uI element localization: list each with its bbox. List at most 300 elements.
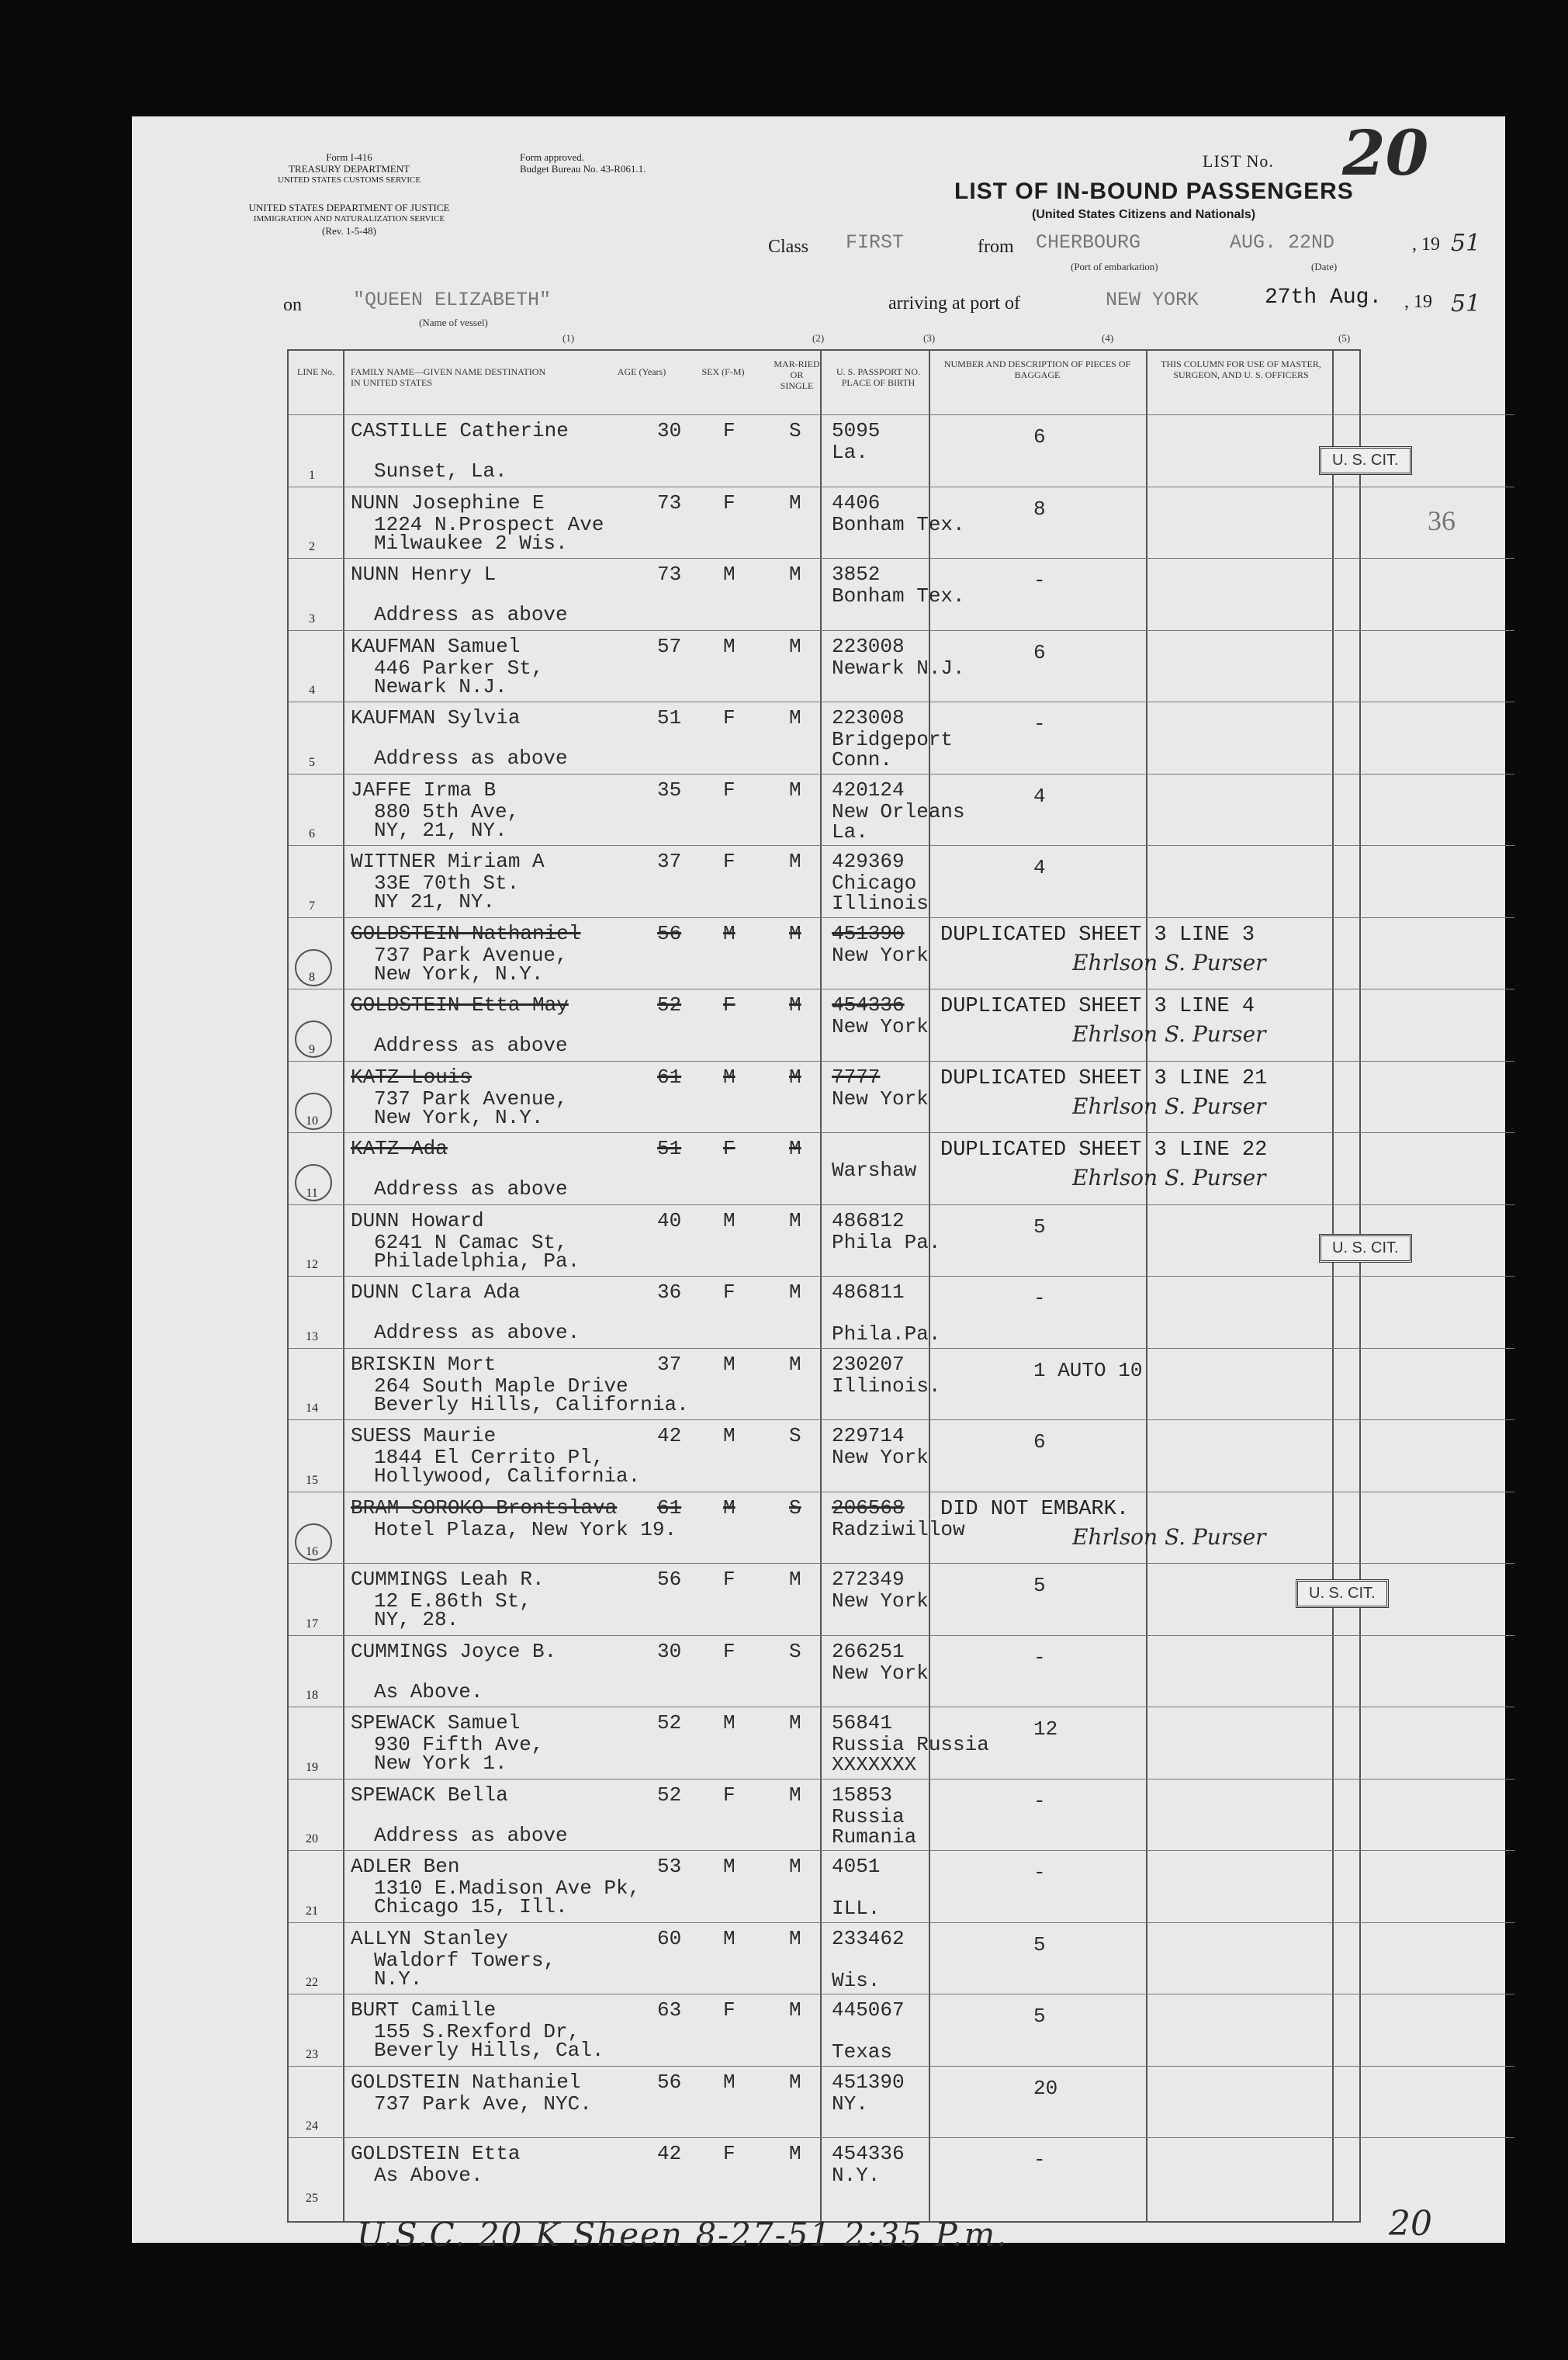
marital-status: M xyxy=(789,1065,801,1089)
passenger-list-page: Form I-416 TREASURY DEPARTMENT UNITED STATES CUSTOMS SERVICE UNITED STATES DEPARTMENT OF JUSTICE IMMIGRATION AND NATURALIZATION SERVICE (Rev. 1-5-48) Form approved. Budget Bureau No. 43-R061.1. LIST No. 20 LIST OF IN-BOUND PASSENGERS (United States Citizens and Nationals) Class FIRST from CHERBOURG (Port of embarkation) AUG. 22ND (Date) , 19 51 on "QUEEN ELIZABETH" (Name of vessel) arriving at port of NEW YORK 27th Aug. , 19 51 (1) (2) (3) (4) (5) LINE No. FAMILY NAME—GIVEN NAME DESTINATION IN UNITED STATES AGE (Years) SEX (F-M) MAR-RIED OR SINGLE U. S. PASSPORT NO. PLACE OF BIRTH NUMBER AND DESCRIPTION OF PIECES OF BAGGAGE THIS COLUMN FOR USE OF MASTER, SURGEON, AND U. S. OFFICERS 1 CASTILLE Catherine Sunset, La. 30 F S 5095 La. 6 2 NUNN Josephine E 1224 N.Prospect Ave Milwaukee 2 Wis. 73 F M 4406 Bonham Tex. 8 3 NUNN Henry L Address as above 73 M M 3852 Bonham Tex. - 4 KAUFMAN Samuel 446 Parker St, Newark N.J. 57 M M 223008 Newark N.J. 6 5 KAUFMAN Sylvia Address as above 51 F M 223008 Bridgeport Conn. - 6 JAFFE Irma B 880 5th Ave, NY, 21, NY. 35 F M 420124 New Orleans La. 4 7 WITTNER Miriam A 33E 70th St. NY 21, NY. 37 F M 429369 Chicago Illinois 4 8 GOLDSTEIN Nathaniel 737 Park Avenue, New York, N.Y. 56 M M 451390 New York DUPLICATED SHEET 3 LINE 3 Ehrlson S. Purser 9 GOLDSTEIN Etta May Address as above 52 F M 454336 New York DUPLICATED SHEET 3 LINE 4 Ehrlson S. Purser 10 KATZ Louis 737 Park Avenue, New York, N.Y. 61 M M 7777 New York DUPLICATED SHEET 3 LINE 21 Ehrlson S. Purser 11 KATZ Ada Address as above 51 F M Warshaw DUPLICATED SHEET 3 LINE 22 Ehrlson S. Purser 12 DUNN Howard 6241 N Camac St, Philadelphia, Pa. 40 M M 486812 Phila Pa. 5 13 DUNN Clara Ada Address as above. 36 F M 486811 Phila.Pa. - 14 BRISKIN Mort 264 South Maple Drive Beverly Hills, California. 37 M M 230207 Illinois. 1 AUTO 10 15 SUESS Maurie 1844 El Cerrito Pl, Hollywood, California. 42 M S 229714 New York 6 16 BRAM-SOROKO Brontslava Hotel Plaza, New York 19. 61 M S 206568 Radziwillow DID NOT EMBARK. Ehrlson S. Purser 17 CUMMINGS Leah R. 12 E.86th St, NY, 28. 56 F M 272349 New York 5 18 CUMMINGS Joyce B. As Above. 30 F S 266251 New York - 19 SPEWACK Samuel 930 Fifth Ave, New York 1. 52 M M 56841 Russia Russia XXXXXXX 12 20 SPEWACK Bella Address as above 52 F M 15853 Russia Rumania - 21 ADLER Ben 1310 E.Madison Ave Pk, Chicago 15, Ill. 53 M M 4051 ILL. - 22 ALLYN Stanley Waldorf Towers, N.Y. 60 M M 233462 Wis. 5 23 BURT Camille 155 S.Rexford Dr, Beverly Hills, Cal. 63 F M 445067 Texas 5 24 GOLDSTEIN Nathaniel 737 Park Ave, NYC. 56 M M 451390 NY. 20 25 GOLDSTEIN Etta As Above. 42 F M 454336 N.Y. - U. S. CIT. U. S. CIT. U. S. CIT. 36 U.S.C. 20 K Sheen 8-27-51 2:35 P.m. 20 xyxy=(132,116,1505,2243)
us-cit-stamp: U. S. CIT. xyxy=(1296,1579,1389,1608)
line-number: 21 xyxy=(306,1904,318,1918)
passenger-name: GOLDSTEIN Nathaniel xyxy=(351,2070,581,2094)
officer-note: DID NOT EMBARK. xyxy=(940,1497,1130,1521)
col-married: MAR-RIED OR SINGLE xyxy=(774,359,820,391)
passport-number: 15853 xyxy=(832,1783,893,1807)
arrival-port: NEW YORK xyxy=(1106,289,1199,311)
sex-value: F xyxy=(723,706,736,729)
place-of-birth: La. xyxy=(832,441,868,464)
sex-value: F xyxy=(723,2142,736,2165)
destination-line-2: Newark N.J. xyxy=(374,674,507,698)
place-of-birth-2: Wis. xyxy=(832,1968,881,1992)
line-number: 13 xyxy=(306,1329,318,1343)
baggage-count: - xyxy=(1033,2148,1046,2171)
col-name: FAMILY NAME—GIVEN NAME DESTINATION IN UNITED STATES xyxy=(351,366,546,388)
sex-value: M xyxy=(723,1495,736,1520)
sex-value: M xyxy=(723,2070,736,2094)
age-value: 73 xyxy=(657,563,682,586)
marital-status: M xyxy=(789,490,801,515)
marital-status: S xyxy=(789,1639,801,1663)
destination-line-2: New York 1. xyxy=(374,1752,507,1775)
destination-line-2: Philadelphia, Pa. xyxy=(374,1249,580,1273)
line-number: 10 xyxy=(306,1114,318,1128)
customs-service: UNITED STATES CUSTOMS SERVICE xyxy=(277,175,421,185)
baggage-count: 8 xyxy=(1033,497,1046,521)
passport-number: 486811 xyxy=(832,1280,905,1304)
marital-status: M xyxy=(789,1208,801,1232)
passenger-name: JAFFE Irma B xyxy=(351,778,497,802)
destination-line-1: 12 E.86th St, xyxy=(374,1589,531,1613)
passport-number: 420124 xyxy=(832,778,905,802)
footer-annotation: U.S.C. 20 K Sheen 8-27-51 2:35 P.m. xyxy=(357,2216,1009,2254)
destination-line-2: NY, 21, NY. xyxy=(374,818,507,842)
officer-note: DUPLICATED SHEET 3 LINE 21 xyxy=(940,1066,1268,1090)
sex-value: M xyxy=(723,1424,736,1447)
table-row xyxy=(289,558,1514,631)
sex-value: F xyxy=(723,1568,736,1591)
age-value: 53 xyxy=(657,1855,682,1878)
passport-number: 223008 xyxy=(832,634,905,658)
marital-status: M xyxy=(789,1352,801,1376)
place-of-birth: Phila Pa. xyxy=(832,1230,941,1254)
line-circle xyxy=(295,1093,332,1130)
form-title: LIST OF IN-BOUND PASSENGERS xyxy=(954,178,1354,204)
embark-port: CHERBOURG xyxy=(1036,231,1141,254)
passport-number: 451390 xyxy=(832,2070,905,2094)
age-value: 40 xyxy=(657,1208,682,1232)
table-row xyxy=(289,917,1514,990)
baggage-count: 20 xyxy=(1033,2076,1058,2100)
baggage-count: - xyxy=(1033,1287,1046,1310)
destination-line-1: As Above. xyxy=(374,2164,483,2187)
destination-line-1: 930 Fifth Ave, xyxy=(374,1733,544,1756)
list-no-label: LIST No. xyxy=(1203,151,1274,171)
age-value: 36 xyxy=(657,1280,682,1304)
passenger-name: KATZ Louis xyxy=(351,1065,472,1089)
passport-number: 230207 xyxy=(832,1352,905,1376)
vessel-name: "QUEEN ELIZABETH" xyxy=(353,289,552,311)
purser-signature: Ehrlson S. Purser xyxy=(1072,1021,1266,1047)
table-row xyxy=(289,630,1514,703)
sex-value: M xyxy=(723,563,736,586)
place-of-birth-2: ILL. xyxy=(832,1897,881,1920)
table-row xyxy=(289,1419,1514,1492)
line-number: 16 xyxy=(306,1545,318,1558)
place-of-birth: Bridgeport xyxy=(832,728,954,751)
on-label: on xyxy=(283,295,302,315)
col-num-1: (1) xyxy=(562,332,575,344)
place-of-birth: Radziwillow xyxy=(832,1517,965,1541)
passenger-name: BRISKIN Mort xyxy=(351,1352,497,1376)
vessel-caption: (Name of vessel) xyxy=(419,317,488,328)
marital-status: M xyxy=(789,1855,801,1878)
passenger-name: CUMMINGS Leah R. xyxy=(351,1568,545,1591)
line-number: 9 xyxy=(309,1042,315,1056)
sex-value: M xyxy=(723,634,736,658)
baggage-count: 4 xyxy=(1033,856,1046,879)
destination-line-2: New York, N.Y. xyxy=(374,962,544,986)
destination-line-2: Address as above xyxy=(374,1177,568,1201)
sex-value: F xyxy=(723,1998,736,2022)
age-value: 30 xyxy=(657,419,682,442)
table-row xyxy=(289,774,1514,847)
sex-value: F xyxy=(723,1783,736,1807)
baggage-count: 6 xyxy=(1033,1430,1046,1454)
col-num-4: (4) xyxy=(1102,332,1114,344)
sex-value: F xyxy=(723,850,736,873)
line-number: 4 xyxy=(309,684,315,697)
table-row xyxy=(289,1850,1514,1923)
line-number: 12 xyxy=(306,1258,318,1271)
marital-status: M xyxy=(789,1137,801,1160)
passenger-name: ALLYN Stanley xyxy=(351,1926,508,1950)
baggage-count: 5 xyxy=(1033,1574,1046,1597)
class-value: FIRST xyxy=(846,231,905,254)
destination-line-2: Chicago 15, Ill. xyxy=(374,1895,568,1918)
embark-year: 51 xyxy=(1451,230,1481,257)
list-number: 20 xyxy=(1342,116,1429,189)
table-row xyxy=(289,1707,1514,1780)
sex-value: M xyxy=(723,1926,736,1950)
table-row xyxy=(289,989,1514,1062)
table-row xyxy=(289,1061,1514,1134)
destination-line-1: 737 Park Avenue, xyxy=(374,1086,568,1111)
line-number: 15 xyxy=(306,1473,318,1487)
sex-value: F xyxy=(723,419,736,442)
age-value: 35 xyxy=(657,778,682,802)
destination-line-1: 1310 E.Madison Ave Pk, xyxy=(374,1877,641,1900)
place-of-birth-2: Phila.Pa. xyxy=(832,1322,941,1346)
line-number: 5 xyxy=(309,755,315,769)
sex-value: M xyxy=(723,1711,736,1734)
destination-line-1: 880 5th Ave, xyxy=(374,799,520,823)
passport-number: 4051 xyxy=(832,1855,881,1878)
passport-number: 454336 xyxy=(832,2142,905,2165)
passenger-table xyxy=(287,349,1361,2223)
place-of-birth-2: Illinois xyxy=(832,892,929,915)
line-number: 20 xyxy=(306,1832,318,1845)
col-baggage: NUMBER AND DESCRIPTION OF PIECES OF BAGGAGE xyxy=(943,359,1131,380)
age-value: 61 xyxy=(657,1065,682,1089)
marital-status: M xyxy=(789,993,801,1017)
age-value: 42 xyxy=(657,2142,682,2165)
place-of-birth: Bonham Tex. xyxy=(832,584,965,608)
passport-number: 486812 xyxy=(832,1208,905,1232)
place-of-birth-2: Rumania xyxy=(832,1825,917,1849)
line-number: 14 xyxy=(306,1402,318,1415)
class-label: Class xyxy=(768,237,809,257)
passport-number: 272349 xyxy=(832,1568,905,1591)
passport-number: 206568 xyxy=(832,1495,905,1520)
line-number: 1 xyxy=(309,468,315,482)
destination-line-2: NY 21, NY. xyxy=(374,890,496,913)
col-age: AGE (Years) xyxy=(617,366,666,377)
marital-status: M xyxy=(789,1926,801,1950)
age-value: 52 xyxy=(657,993,682,1017)
table-row xyxy=(289,2137,1514,2210)
line-number: 17 xyxy=(306,1617,318,1631)
destination-line-2: Beverly Hills, California. xyxy=(374,1392,689,1416)
marital-status: M xyxy=(789,634,801,658)
margin-number: 36 xyxy=(1428,505,1456,536)
table-row xyxy=(289,1994,1514,2067)
age-value: 52 xyxy=(657,1711,682,1734)
marital-status: S xyxy=(789,1495,801,1520)
place-of-birth: New York xyxy=(832,1015,929,1038)
destination-line-2: Milwaukee 2 Wis. xyxy=(374,531,568,555)
marital-status: M xyxy=(789,563,801,586)
passenger-name: GOLDSTEIN Etta xyxy=(351,2142,521,2165)
sex-value: F xyxy=(723,490,736,515)
line-number: 24 xyxy=(306,2119,318,2133)
place-of-birth: New York xyxy=(832,1589,929,1613)
officer-note: DUPLICATED SHEET 3 LINE 3 xyxy=(940,923,1255,947)
passport-number: 445067 xyxy=(832,1998,905,2022)
place-of-birth-2: La. xyxy=(832,820,868,844)
passenger-name: BRAM-SOROKO Brontslava xyxy=(351,1495,618,1520)
place-of-birth: Bonham Tex. xyxy=(832,512,965,536)
age-value: 56 xyxy=(657,2070,682,2094)
destination-line-2: New York, N.Y. xyxy=(374,1105,544,1129)
passport-number: 56841 xyxy=(832,1711,893,1734)
destination-line-1: 446 Parker St, xyxy=(374,656,544,680)
passenger-name: KAUFMAN Samuel xyxy=(351,634,521,658)
passport-number: 454336 xyxy=(832,993,905,1017)
sex-value: M xyxy=(723,1352,736,1376)
form-number: Form I-416 xyxy=(326,151,372,163)
place-of-birth: New York xyxy=(832,1661,929,1685)
marital-status: M xyxy=(789,850,801,873)
age-value: 56 xyxy=(657,921,682,945)
passenger-name: NUNN Josephine E xyxy=(351,490,545,515)
table-row xyxy=(289,1635,1514,1708)
date-caption: (Date) xyxy=(1311,261,1338,272)
baggage-count: 6 xyxy=(1033,640,1046,664)
baggage-count: - xyxy=(1033,1789,1046,1813)
passenger-name: DUNN Howard xyxy=(351,1208,484,1232)
place-of-birth-2: Conn. xyxy=(832,748,893,771)
col-officers: THIS COLUMN FOR USE OF MASTER, SURGEON, AND U. S. OFFICERS xyxy=(1161,359,1321,380)
age-value: 42 xyxy=(657,1424,682,1447)
passenger-name: KATZ Ada xyxy=(351,1137,448,1160)
footer-page-number: 20 xyxy=(1389,2204,1432,2244)
embark-caption: (Port of embarkation) xyxy=(1071,261,1158,272)
destination-line-2: Address as above. xyxy=(374,1321,580,1344)
table-row xyxy=(289,2066,1514,2139)
baggage-count: - xyxy=(1033,712,1046,736)
place-of-birth-2: Texas xyxy=(832,2040,893,2064)
col-num-3: (3) xyxy=(923,332,936,344)
baggage-count: - xyxy=(1033,1861,1046,1884)
age-value: 52 xyxy=(657,1783,682,1807)
destination-line-1: Waldorf Towers, xyxy=(374,1948,556,1972)
line-number: 19 xyxy=(306,1760,318,1774)
marital-status: M xyxy=(789,1998,801,2022)
table-row xyxy=(289,1276,1514,1349)
passport-number: 229714 xyxy=(832,1424,905,1447)
age-value: 56 xyxy=(657,1568,682,1591)
place-of-birth: New York xyxy=(832,943,929,967)
embark-date: AUG. 22ND xyxy=(1230,231,1335,254)
purser-signature: Ehrlson S. Purser xyxy=(1072,1165,1266,1190)
destination-line-2: N.Y. xyxy=(374,1967,423,1991)
place-of-birth: N.Y. xyxy=(832,2164,881,2187)
purser-signature: Ehrlson S. Purser xyxy=(1072,949,1266,976)
sex-value: M xyxy=(723,1855,736,1878)
line-number: 2 xyxy=(309,540,315,553)
marital-status: M xyxy=(789,1568,801,1591)
baggage-count: 6 xyxy=(1033,425,1046,449)
table-row xyxy=(289,1348,1514,1421)
destination-line-2: Beverly Hills, Cal. xyxy=(374,2039,604,2062)
marital-status: M xyxy=(789,1280,801,1304)
baggage-count: 5 xyxy=(1033,1215,1046,1239)
destination-line-1: 264 South Maple Drive xyxy=(374,1374,628,1398)
passenger-name: BURT Camille xyxy=(351,1998,497,2022)
passenger-name: NUNN Henry L xyxy=(351,563,497,586)
marital-status: S xyxy=(789,1424,801,1447)
marital-status: M xyxy=(789,1783,801,1807)
passport-number: 266251 xyxy=(832,1639,905,1663)
place-of-birth-2: XXXXXXX xyxy=(832,1753,917,1776)
officer-note: DUPLICATED SHEET 3 LINE 4 xyxy=(940,995,1255,1018)
sex-value: F xyxy=(723,778,736,802)
marital-status: M xyxy=(789,921,801,945)
place-of-birth: New York xyxy=(832,1086,929,1111)
passport-number: 233462 xyxy=(832,1926,905,1950)
destination-line-2: As Above. xyxy=(374,1679,483,1703)
destination-line-2: Address as above xyxy=(374,747,568,770)
passenger-name: SPEWACK Bella xyxy=(351,1783,508,1807)
year-prefix: , 19 xyxy=(1412,234,1440,255)
baggage-count: - xyxy=(1033,1645,1046,1669)
place-of-birth: New York xyxy=(832,1446,929,1469)
place-of-birth: New Orleans xyxy=(832,799,965,823)
ins-service: IMMIGRATION AND NATURALIZATION SERVICE xyxy=(253,214,445,224)
justice-dept: UNITED STATES DEPARTMENT OF JUSTICE xyxy=(248,202,450,213)
table-row xyxy=(289,702,1514,775)
age-value: 37 xyxy=(657,1352,682,1376)
passport-number: 3852 xyxy=(832,563,881,586)
marital-status: M xyxy=(789,778,801,802)
destination-line-2: Address as above xyxy=(374,1823,568,1847)
destination-line-1: 33E 70th St. xyxy=(374,872,520,895)
destination-line-1: 1224 N.Prospect Ave xyxy=(374,512,604,536)
destination-line-2: Address as above xyxy=(374,603,568,626)
line-number: 18 xyxy=(306,1689,318,1702)
arrival-year: 51 xyxy=(1451,290,1481,317)
col-num-5: (5) xyxy=(1338,332,1351,344)
passport-number: 429369 xyxy=(832,850,905,873)
passport-number: 7777 xyxy=(832,1065,881,1089)
passenger-name: WITTNER Miriam A xyxy=(351,850,545,873)
line-circle xyxy=(295,1021,332,1058)
table-row xyxy=(289,1492,1514,1565)
place-of-birth: Russia Russia xyxy=(832,1733,989,1756)
table-row xyxy=(289,1779,1514,1852)
sex-value: M xyxy=(723,921,736,945)
age-value: 57 xyxy=(657,634,682,658)
passenger-name: DUNN Clara Ada xyxy=(351,1280,521,1304)
marital-status: M xyxy=(789,2070,801,2094)
passenger-name: SPEWACK Samuel xyxy=(351,1711,521,1734)
passenger-name: GOLDSTEIN Nathaniel xyxy=(351,921,581,945)
destination-line-1: 737 Park Avenue, xyxy=(374,943,568,967)
place-of-birth: Illinois. xyxy=(832,1374,941,1398)
from-label: from xyxy=(978,237,1014,257)
marital-status: M xyxy=(789,706,801,729)
marital-status: M xyxy=(789,1711,801,1734)
destination-line-2: NY, 28. xyxy=(374,1608,459,1631)
age-value: 51 xyxy=(657,1137,682,1160)
destination-line-2: Hollywood, California. xyxy=(374,1464,641,1488)
destination-line-1: Hotel Plaza, New York 19. xyxy=(374,1517,677,1541)
baggage-count: 12 xyxy=(1033,1717,1058,1741)
baggage-count: 5 xyxy=(1033,2005,1046,2028)
age-value: 37 xyxy=(657,850,682,873)
form-approved: Form approved. xyxy=(520,151,585,163)
passenger-name: CASTILLE Catherine xyxy=(351,419,569,442)
table-row xyxy=(289,845,1514,918)
table-row xyxy=(289,487,1514,560)
baggage-count: 1 AUTO 10 xyxy=(1033,1358,1143,1382)
form-subtitle: (United States Citizens and Nationals) xyxy=(1032,208,1256,221)
arriving-label: arriving at port of xyxy=(888,293,1020,314)
age-value: 60 xyxy=(657,1926,682,1950)
col-line-no: LINE No. xyxy=(297,366,334,377)
sex-value: M xyxy=(723,1208,736,1232)
line-number: 11 xyxy=(306,1186,318,1200)
passport-number: 451390 xyxy=(832,921,905,945)
baggage-count: 4 xyxy=(1033,784,1046,808)
passenger-name: CUMMINGS Joyce B. xyxy=(351,1639,557,1663)
age-value: 51 xyxy=(657,706,682,729)
marital-status: S xyxy=(789,419,801,442)
officer-note: DUPLICATED SHEET 3 LINE 22 xyxy=(940,1138,1268,1162)
destination-line-1: 6241 N Camac St, xyxy=(374,1230,568,1254)
passenger-name: KAUFMAN Sylvia xyxy=(351,706,521,729)
table-row xyxy=(289,1922,1514,1995)
line-number: 22 xyxy=(306,1976,318,1989)
age-value: 63 xyxy=(657,1998,682,2022)
sex-value: F xyxy=(723,1639,736,1663)
marital-status: M xyxy=(789,2142,801,2165)
arrival-date: 27th Aug. xyxy=(1265,286,1383,310)
treasury-dept: TREASURY DEPARTMENT xyxy=(288,163,410,175)
sex-value: F xyxy=(723,993,736,1017)
line-number: 6 xyxy=(309,827,315,840)
line-circle xyxy=(295,949,332,986)
purser-signature: Ehrlson S. Purser xyxy=(1072,1523,1266,1550)
destination-line-2: Address as above xyxy=(374,1034,568,1057)
sex-value: M xyxy=(723,1065,736,1089)
age-value: 73 xyxy=(657,490,682,515)
passport-number: 4406 xyxy=(832,490,881,515)
line-number: 7 xyxy=(309,899,315,913)
place-of-birth: Warshaw xyxy=(832,1159,917,1182)
table-row xyxy=(289,1132,1514,1205)
purser-signature: Ehrlson S. Purser xyxy=(1072,1093,1266,1119)
place-of-birth: Russia xyxy=(832,1804,905,1828)
passport-number: 5095 xyxy=(832,419,881,442)
sex-value: F xyxy=(723,1137,736,1160)
passenger-name: ADLER Ben xyxy=(351,1855,460,1878)
line-circle xyxy=(295,1164,332,1201)
form-revision: (Rev. 1-5-48) xyxy=(322,225,376,237)
col-sex: SEX (F-M) xyxy=(701,366,745,377)
place-of-birth: Chicago xyxy=(832,872,917,895)
